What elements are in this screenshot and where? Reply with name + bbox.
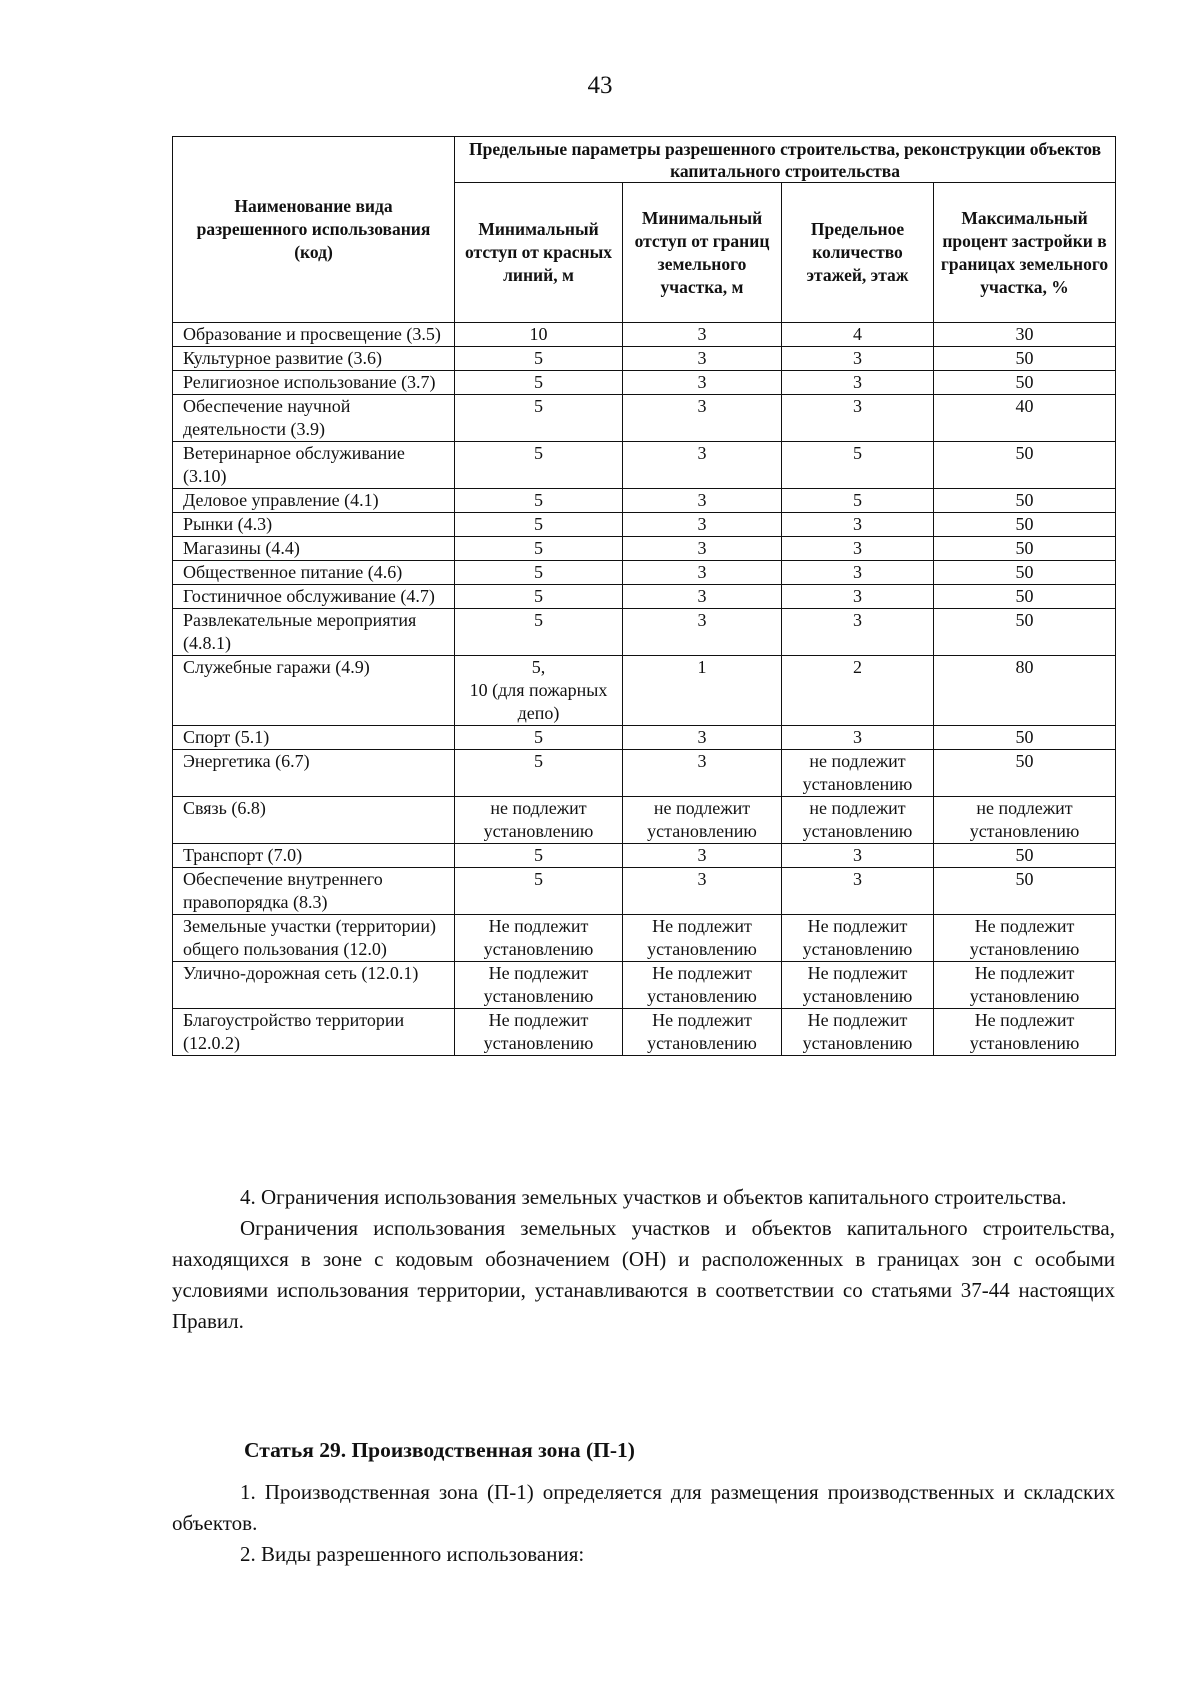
max-coverage-value: 50: [934, 537, 1116, 561]
min-red-line-value: 5: [455, 585, 623, 609]
use-type-name: Гостиничное обслуживание (4.7): [173, 585, 455, 609]
max-coverage-value: 50: [934, 844, 1116, 868]
min-red-line-value: Не подлежит установлению: [455, 1009, 623, 1056]
table-body: [173, 323, 1116, 1056]
max-coverage-value: 40: [934, 395, 1116, 442]
min-red-line-value: 5: [455, 489, 623, 513]
table-row: [173, 868, 1116, 915]
max-floors-value: 3: [782, 537, 934, 561]
table-row: [173, 962, 1116, 1009]
header-min-boundary: Минимальный отступ от границ земельного участка, м: [623, 183, 782, 323]
min-boundary-value: 3: [623, 585, 782, 609]
min-red-line-value: 5: [455, 750, 623, 797]
max-coverage-value: 50: [934, 868, 1116, 915]
table-row: [173, 585, 1116, 609]
min-red-line-value: не подлежит установлению: [455, 797, 623, 844]
min-boundary-value: 3: [623, 537, 782, 561]
max-floors-value: не подлежит установлению: [782, 797, 934, 844]
use-type-name: Транспорт (7.0): [173, 844, 455, 868]
max-floors-value: 4: [782, 323, 934, 347]
min-red-line-value: 5: [455, 844, 623, 868]
header-max-coverage: Максимальный процент застройки в границах земельного участка, %: [934, 183, 1116, 323]
use-type-name: Магазины (4.4): [173, 537, 455, 561]
min-red-line-value: 5: [455, 537, 623, 561]
min-boundary-value: 3: [623, 442, 782, 489]
use-type-name: Обеспечение внутреннего правопорядка (8.3): [173, 868, 455, 915]
max-coverage-value: 50: [934, 489, 1116, 513]
max-floors-value: Не подлежит установлению: [782, 915, 934, 962]
min-boundary-value: 3: [623, 844, 782, 868]
use-type-name: Образование и просвещение (3.5): [173, 323, 455, 347]
max-coverage-value: 50: [934, 371, 1116, 395]
use-type-name: Обеспечение научной деятельности (3.9): [173, 395, 455, 442]
max-coverage-value: 50: [934, 585, 1116, 609]
min-boundary-value: Не подлежит установлению: [623, 962, 782, 1009]
max-floors-value: не подлежит установлению: [782, 750, 934, 797]
max-coverage-value: 50: [934, 442, 1116, 489]
min-red-line-value: 5: [455, 347, 623, 371]
header-group-title: Предельные параметры разрешенного строительства, реконструкции объектов капитального строительства: [455, 137, 1116, 183]
table-row: [173, 656, 1116, 726]
max-coverage-value: 50: [934, 561, 1116, 585]
max-floors-value: 3: [782, 347, 934, 371]
table-row: [173, 537, 1116, 561]
min-red-line-value: 5, 10 (для пожарных депо): [455, 656, 623, 726]
use-type-name: Деловое управление (4.1): [173, 489, 455, 513]
max-floors-value: 3: [782, 561, 934, 585]
min-boundary-value: 3: [623, 347, 782, 371]
section-4-paragraph-2: Ограничения использования земельных участков и объектов капитального строительства, находящихся в зоне с кодовым обозначением (ОН) и расположенных в границах зон с особыми условиями использования территории, устанавливаются в соответствии со статьями 37-44 настоящих Правил.: [172, 1216, 1115, 1333]
max-coverage-value: 50: [934, 750, 1116, 797]
min-red-line-value: 5: [455, 868, 623, 915]
min-boundary-value: 3: [623, 513, 782, 537]
min-red-line-value: 10: [455, 323, 623, 347]
min-boundary-value: Не подлежит установлению: [623, 915, 782, 962]
max-floors-value: 3: [782, 395, 934, 442]
min-boundary-value: не подлежит установлению: [623, 797, 782, 844]
min-red-line-value: Не подлежит установлению: [455, 962, 623, 1009]
article-paragraph-2: 2. Виды разрешенного использования:: [240, 1542, 585, 1566]
use-type-name: Общественное питание (4.6): [173, 561, 455, 585]
table-row: [173, 513, 1116, 537]
min-red-line-value: 5: [455, 442, 623, 489]
table-row: [173, 347, 1116, 371]
use-type-name: Культурное развитие (3.6): [173, 347, 455, 371]
table-row: [173, 726, 1116, 750]
min-boundary-value: Не подлежит установлению: [623, 1009, 782, 1056]
table-row: [173, 561, 1116, 585]
min-boundary-value: 3: [623, 609, 782, 656]
min-red-line-value: 5: [455, 395, 623, 442]
min-red-line-value: 5: [455, 609, 623, 656]
article-paragraph-1: 1. Производственная зона (П-1) определяется для размещения производственных и складских объектов.: [172, 1480, 1115, 1535]
max-floors-value: 3: [782, 585, 934, 609]
max-coverage-value: 50: [934, 726, 1116, 750]
max-floors-value: 5: [782, 442, 934, 489]
table-row: [173, 395, 1116, 442]
use-type-name: Служебные гаражи (4.9): [173, 656, 455, 726]
max-coverage-value: 50: [934, 513, 1116, 537]
max-floors-value: 3: [782, 513, 934, 537]
table-row: [173, 915, 1116, 962]
min-boundary-value: 3: [623, 371, 782, 395]
parameters-table: [172, 136, 1116, 1056]
min-red-line-value: 5: [455, 561, 623, 585]
article-body: [172, 1477, 1115, 1570]
max-floors-value: Не подлежит установлению: [782, 1009, 934, 1056]
max-floors-value: 3: [782, 726, 934, 750]
header-min-red-line: Минимальный отступ от красных линий, м: [455, 183, 623, 323]
max-coverage-value: 50: [934, 609, 1116, 656]
max-floors-value: 3: [782, 844, 934, 868]
use-type-name: Религиозное использование (3.7): [173, 371, 455, 395]
max-coverage-value: 80: [934, 656, 1116, 726]
max-coverage-value: Не подлежит установлению: [934, 962, 1116, 1009]
article-heading: Статья 29. Производственная зона (П-1): [244, 1438, 635, 1462]
use-type-name: Спорт (5.1): [173, 726, 455, 750]
table-row: [173, 797, 1116, 844]
use-type-name: Ветеринарное обслуживание (3.10): [173, 442, 455, 489]
header-name-column: Наименование вида разрешенного использования (код): [173, 137, 455, 323]
table-row: [173, 609, 1116, 656]
min-boundary-value: 3: [623, 489, 782, 513]
min-boundary-value: 3: [623, 561, 782, 585]
min-boundary-value: 3: [623, 323, 782, 347]
min-boundary-value: 1: [623, 656, 782, 726]
max-floors-value: 3: [782, 371, 934, 395]
min-boundary-value: 3: [623, 726, 782, 750]
min-red-line-value: Не подлежит установлению: [455, 915, 623, 962]
max-floors-value: Не подлежит установлению: [782, 962, 934, 1009]
use-type-name: Энергетика (6.7): [173, 750, 455, 797]
section-4-restrictions: [172, 1182, 1115, 1337]
page-number: 43: [587, 72, 613, 99]
table-row: [173, 489, 1116, 513]
use-type-name: Благоустройство территории (12.0.2): [173, 1009, 455, 1056]
max-coverage-value: 30: [934, 323, 1116, 347]
min-boundary-value: 3: [623, 868, 782, 915]
min-boundary-value: 3: [623, 750, 782, 797]
use-type-name: Улично-дорожная сеть (12.0.1): [173, 962, 455, 1009]
use-type-name: Связь (6.8): [173, 797, 455, 844]
min-red-line-value: 5: [455, 513, 623, 537]
table-row: [173, 371, 1116, 395]
header-max-floors: Предельное количество этажей, этаж: [782, 183, 934, 323]
table-row: [173, 323, 1116, 347]
max-coverage-value: 50: [934, 347, 1116, 371]
table-row: [173, 1009, 1116, 1056]
table-row: [173, 750, 1116, 797]
use-type-name: Земельные участки (территории) общего пользования (12.0): [173, 915, 455, 962]
max-coverage-value: не подлежит установлению: [934, 797, 1116, 844]
max-coverage-value: Не подлежит установлению: [934, 915, 1116, 962]
max-floors-value: 3: [782, 609, 934, 656]
table-row: [173, 442, 1116, 489]
min-red-line-value: 5: [455, 726, 623, 750]
max-coverage-value: Не подлежит установлению: [934, 1009, 1116, 1056]
use-type-name: Рынки (4.3): [173, 513, 455, 537]
use-type-name: Развлекательные мероприятия (4.8.1): [173, 609, 455, 656]
max-floors-value: 5: [782, 489, 934, 513]
min-red-line-value: 5: [455, 371, 623, 395]
table-row: [173, 844, 1116, 868]
section-4-paragraph-1: 4. Ограничения использования земельных участков и объектов капитального строительства.: [240, 1185, 1067, 1209]
min-boundary-value: 3: [623, 395, 782, 442]
max-floors-value: 2: [782, 656, 934, 726]
max-floors-value: 3: [782, 868, 934, 915]
